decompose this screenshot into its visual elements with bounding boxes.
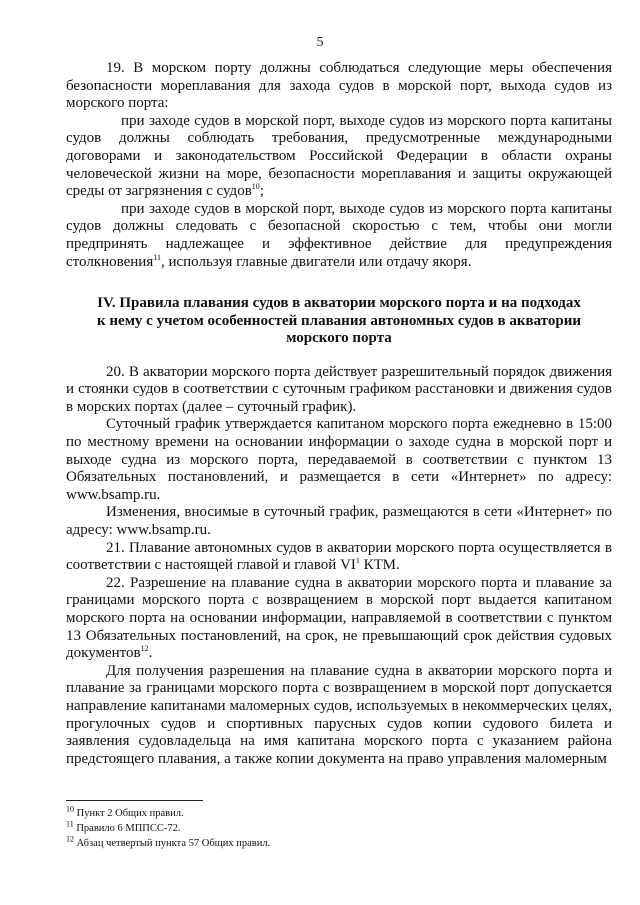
superscript-1: 1: [355, 556, 360, 566]
footnote-ref-12[interactable]: 12: [140, 644, 149, 654]
section-heading: IV. Правила плавания судов в акватории морского порта и на подходах к нему с учетом особенностей плавания автономных судов в акватории морского порта: [97, 295, 581, 347]
paragraph-22-a: 22. Разрешение на плавание судна в акватории морского порта и плавание за границами морского порта с возвращением в морской порт выдается капитаном морского порта на основании информации, направляемой в соответствии с пунктом 13 Обязательных постановлений, на срок, не превышающий срок действия судовых документов$^{12}$.: [66, 574, 612, 662]
paragraph-19-b: при заходе судов в морской порт, выходе судов из морского порта капитаны судов должны следовать с безопасной скоростью с тем, чтобы они могли предпринять надлежащее и эффективное действие для предупреждения столкновения$^{11}$, используя главные двигатели или отдачу якоря.: [66, 200, 612, 270]
footnote-12: $^{12}$ Абзац четвертый пункта 57 Общих правил.: [66, 834, 271, 849]
paragraph-20-c: Изменения, вносимые в суточный график, размещаются в сети «Интернет» по адресу: www.bsamp.ru.: [66, 504, 612, 538]
paragraph-21: 21. Плавание автономных судов в акватории морского порта осуществляется в соответствии с настоящей главой и главой $VI^1$ КТМ.: [66, 539, 612, 574]
page-number: 5: [316, 35, 324, 50]
footnote-10: $^{10}$ Пункт 2 Общих правил.: [66, 804, 184, 819]
paragraph-19-a: при заходе судов в морской порт, выходе судов из морского порта капитаны судов должны соблюдать требования, предусмотренные международными договорами и законодательством Российской Федерации в области охраны человеческой жизни на море, безопасности мореплавания и защиты окружающей среды от загрязнения с судов$^{10}$;: [66, 112, 612, 200]
footnote-ref-10[interactable]: 10: [251, 182, 260, 192]
footnote-separator: [66, 800, 203, 801]
footnotes: [66, 806, 612, 851]
footnote-11: $^{11}$ Правило 6 МППСС-72.: [66, 819, 181, 834]
footnote-ref-11[interactable]: 11: [153, 252, 161, 262]
paragraph-19-lead: 19. В морском порту должны соблюдаться следующие меры обеспечения безопасности мореплавания для захода судов в морской порт, выхода судов из морского порта:: [66, 60, 612, 112]
paragraph-20-a: 20. В акватории морского порта действует разрешительный порядок движения и стоянки судов в соответствии с суточным графиком расстановки и движения судов в морских портах (далее – суточный график).: [66, 363, 612, 415]
document-body: [66, 60, 612, 768]
paragraph-22-b: Для получения разрешения на плавание судна в акватории морского порта и плавание за границами морского порта с возвращением в морской порт допускается направление капитанами маломерных судов, используемых в некоммерческих целях, прогулочных судов и спортивных парусных судов копии судового билета и заявления судовладельца на имя капитана морского порта с указанием района предстоящего плавания, а также копии документа на право управления маломерным: [66, 662, 612, 767]
paragraph-20-b: Суточный график утверждается капитаном морского порта ежедневно в 15:00 по местному времени на основании информации о заходе судна в морской порт и выходе судна из морского порта, передаваемой в соответствии с пунктом 13 Обязательных постановлений, и размещается в сети «Интернет» по адресу: www.bsamp.ru.: [66, 416, 612, 503]
